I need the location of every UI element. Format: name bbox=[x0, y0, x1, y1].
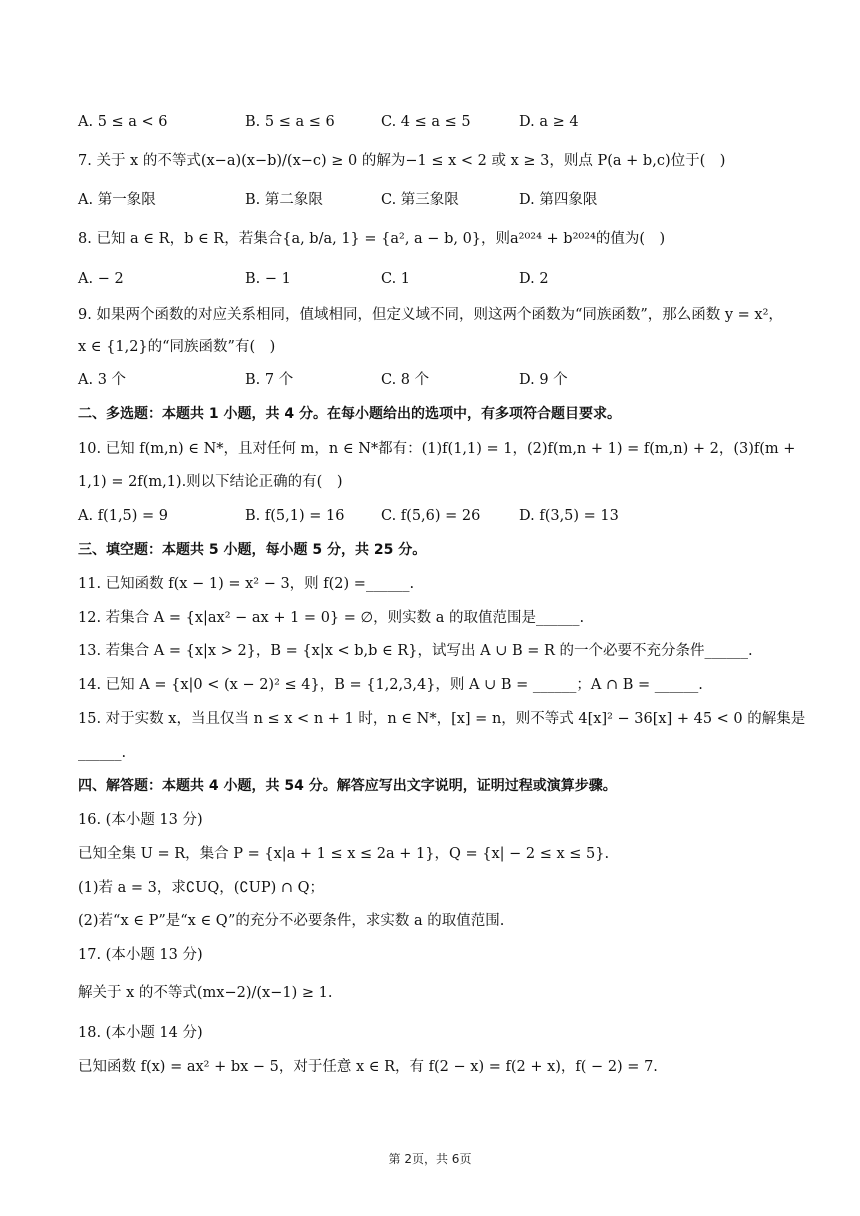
q9-text-line2: x ∈ {1,2}的“同族函数”有( ) bbox=[78, 339, 276, 355]
option-b: B. 7 个 bbox=[245, 372, 294, 388]
option-c: C. 8 个 bbox=[381, 372, 430, 388]
option-c: C. f(5,6) = 26 bbox=[381, 508, 481, 524]
section-heading-multiple-choice: 二、多选题：本题共 1 小题，共 4 分。在每小题给出的选项中，有多项符合题目要求。 bbox=[78, 406, 621, 422]
option-d: D. a ≥ 4 bbox=[519, 114, 579, 130]
q9-text-line1: 9. 如果两个函数的对应关系相同，值域相同，但定义域不同，则这两个函数为“同族函数”，那么函数 y = x²， bbox=[78, 307, 783, 323]
option-a: A. 第一象限 bbox=[78, 192, 156, 208]
q8-text: 8. 已知 a ∈ R，b ∈ R，若集合{a, b/a, 1} = {a², a − b, 0}，则a²⁰²⁴ + b²⁰²⁴的值为( ) bbox=[78, 231, 666, 247]
option-c: C. 4 ≤ a ≤ 5 bbox=[381, 114, 471, 130]
option-a: A. − 2 bbox=[78, 271, 124, 287]
section-heading-fill-blank: 三、填空题：本题共 5 小题，每小题 5 分，共 25 分。 bbox=[78, 542, 427, 558]
option-b: B. 5 ≤ a ≤ 6 bbox=[245, 114, 335, 130]
q17-header: 17. (本小题 13 分) bbox=[78, 947, 203, 963]
option-c: C. 1 bbox=[381, 271, 411, 287]
option-d: D. f(3,5) = 13 bbox=[519, 508, 619, 524]
option-b: B. − 1 bbox=[245, 271, 291, 287]
option-a: A. 5 ≤ a < 6 bbox=[78, 114, 168, 130]
page-footer: 第 2页，共 6页 bbox=[388, 1152, 472, 1166]
q11-text: 11. 已知函数 f(x − 1) = x² − 3，则 f(2) =______. bbox=[78, 576, 415, 592]
option-a: A. f(1,5) = 9 bbox=[78, 508, 169, 524]
q10-text-line1: 10. 已知 f(m,n) ∈ N*，且对任何 m，n ∈ N*都有：(1)f(1,1) = 1，(2)f(m,n + 1) = f(m,n) + 2，(3)f(m + bbox=[78, 441, 796, 457]
q16-text-line1: 已知全集 U = R，集合 P = {x|a + 1 ≤ x ≤ 2a + 1}，Q = {x| − 2 ≤ x ≤ 5}. bbox=[78, 846, 610, 862]
q16-header: 16. (本小题 13 分) bbox=[78, 812, 203, 828]
q17-text: 解关于 x 的不等式(mx−2)/(x−1) ≥ 1. bbox=[78, 985, 333, 1001]
q16-text-line3: (2)若“x ∈ P”是“x ∈ Q”的充分不必要条件，求实数 a 的取值范围. bbox=[78, 913, 505, 929]
q16-text-line2: (1)若 a = 3，求∁UQ，(∁UP) ∩ Q； bbox=[78, 880, 324, 896]
q12-text: 12. 若集合 A = {x|ax² − ax + 1 = 0} = ∅，则实数 a 的取值范围是______. bbox=[78, 610, 585, 626]
q15-text-line1: 15. 对于实数 x，当且仅当 n ≤ x < n + 1 时，n ∈ N*，[x] = n，则不等式 4[x]² − 36[x] + 45 < 0 的解集是 bbox=[78, 711, 806, 727]
option-a: A. 3 个 bbox=[78, 372, 127, 388]
option-d: D. 2 bbox=[519, 271, 549, 287]
q15-text-line2: ______. bbox=[78, 745, 127, 761]
option-b: B. f(5,1) = 16 bbox=[245, 508, 345, 524]
option-d: D. 第四象限 bbox=[519, 192, 598, 208]
q18-text: 已知函数 f(x) = ax² + bx − 5，对于任意 x ∈ R，有 f(2 − x) = f(2 + x)，f( − 2) = 7. bbox=[78, 1059, 658, 1075]
q13-text: 13. 若集合 A = {x|x > 2}，B = {x|x < b,b ∈ R}，试写出 A ∪ B = R 的一个必要不充分条件______. bbox=[78, 643, 753, 659]
q10-text-line2: 1,1) = 2f(m,1).则以下结论正确的有( ) bbox=[78, 474, 343, 490]
q18-header: 18. (本小题 14 分) bbox=[78, 1025, 203, 1041]
option-c: C. 第三象限 bbox=[381, 192, 459, 208]
q14-text: 14. 已知 A = {x|0 < (x − 2)² ≤ 4}，B = {1,2,3,4}，则 A ∪ B = ______；A ∩ B = ______. bbox=[78, 677, 703, 693]
option-b: B. 第二象限 bbox=[245, 192, 323, 208]
section-heading-answer: 四、解答题：本题共 4 小题，共 54 分。解答应写出文字说明，证明过程或演算步骤。 bbox=[78, 778, 617, 794]
q7-text: 7. 关于 x 的不等式(x−a)(x−b)/(x−c) ≥ 0 的解为−1 ≤ x < 2 或 x ≥ 3，则点 P(a + b,c)位于( ) bbox=[78, 153, 726, 169]
option-d: D. 9 个 bbox=[519, 372, 568, 388]
